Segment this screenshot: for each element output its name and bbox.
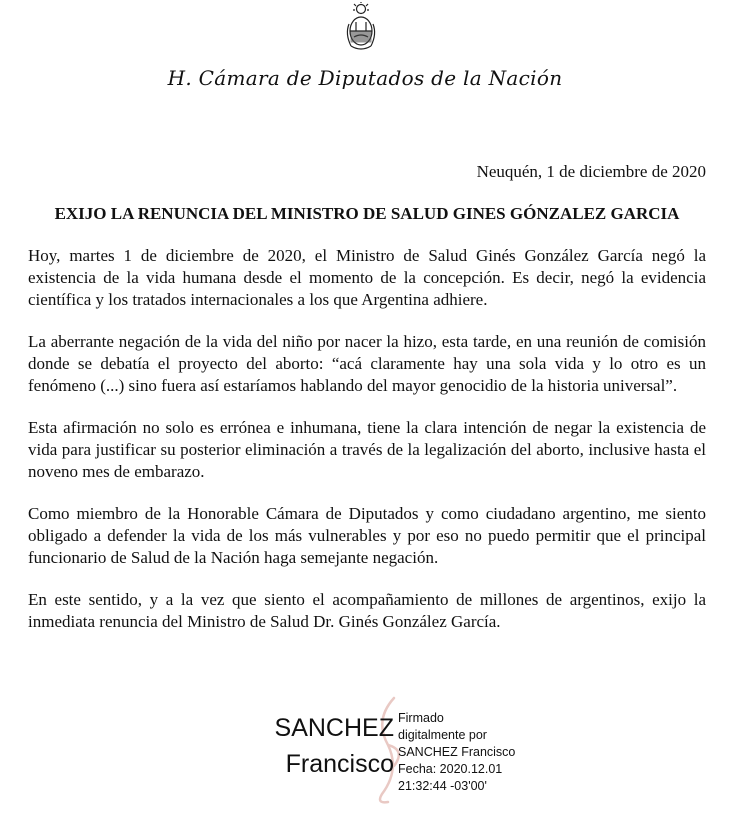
argentine-coat-of-arms-icon bbox=[343, 2, 379, 54]
document-headline: EXIJO LA RENUNCIA DEL MINISTRO DE SALUD GINES GÓNZALEZ GARCIA bbox=[54, 204, 680, 223]
signer-given-name: Francisco bbox=[285, 750, 394, 778]
document-body bbox=[28, 245, 706, 653]
paragraph: Esta afirmación no solo es errónea e inhumana, tiene la clara intención de negar la existencia de vida para justificar su posterior eliminación a través de la legalización del aborto, inclusive hasta el noveno mes de embarazo. bbox=[28, 418, 706, 481]
signer-surname: SANCHEZ bbox=[274, 714, 394, 742]
digital-signature-block bbox=[266, 710, 566, 800]
signature-detail-line: Fecha: 2020.12.01 bbox=[398, 762, 503, 776]
signature-detail-line: 21:32:44 -03'00' bbox=[398, 779, 487, 793]
chamber-letterhead-title: H. Cámara de Diputados de la Nación bbox=[167, 66, 563, 90]
paragraph: La aberrante negación de la vida del niño por nacer la hizo, esta tarde, en una reunión de comisión donde se debatía el proyecto del aborto: “acá claramente hay una sola vida y lo otro es un fenómeno (...) sino fuera así estaríamos hablando del mayor genocidio de la historia universal”. bbox=[28, 332, 706, 395]
signer-name bbox=[266, 710, 394, 782]
paragraph: Hoy, martes 1 de diciembre de 2020, el Ministro de Salud Ginés González García negó la existencia de la vida humana desde el momento de la concepción. Es decir, negó la evidencia científica y los tratados internacionales a los que Argentina adhiere. bbox=[28, 246, 706, 309]
paragraph: En este sentido, y a la vez que siento el acompañamiento de millones de argentinos, exijo la inmediata renuncia del Ministro de Salud Dr. Ginés González García. bbox=[28, 590, 706, 631]
place-and-date: Neuquén, 1 de diciembre de 2020 bbox=[476, 162, 706, 181]
signature-detail-line: Firmado bbox=[398, 711, 444, 725]
signature-detail-line: digitalmente por bbox=[398, 728, 487, 742]
signature-detail-line: SANCHEZ Francisco bbox=[398, 745, 516, 759]
signature-details bbox=[398, 710, 515, 795]
paragraph: Como miembro de la Honorable Cámara de Diputados y como ciudadano argentino, me siento obligado a defender la vida de los más vulnerables y por eso no puedo permitir que el principal funcionario de Salud de la Nación haga semejante negación. bbox=[28, 504, 706, 567]
